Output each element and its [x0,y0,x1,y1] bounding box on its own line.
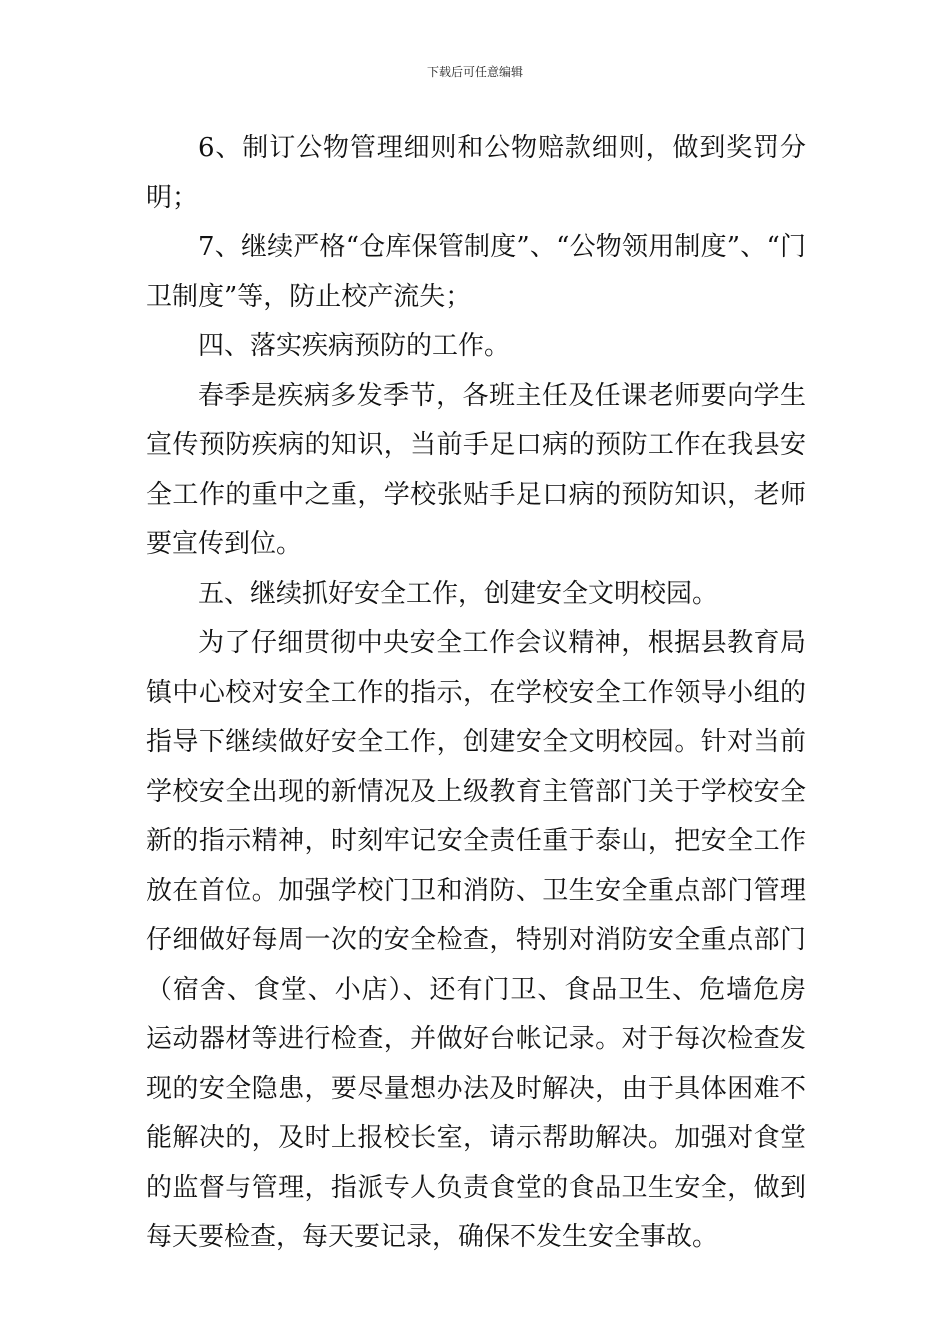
section-heading-disease-prevention: 四、落实疾病预防的工作。 [198,331,511,361]
paragraph-rule-6: 6、制订公物管理细则和公物赔款细则，做到奖罚分明； [146,133,806,213]
page-header: 下载后可任意编辑 [426,65,523,79]
paragraph-rule-7: 7、继续严格“仓库保管制度”、“公物领用制度”、“门卫制度”等，防止校产流失； [146,232,806,312]
document-body [146,124,806,1263]
section-heading-safety-work: 五、继续抓好安全工作，创建安全文明校园。 [198,578,719,609]
paragraph-disease-prevention: 春季是疾病多发季节，各班主任及任课老师要向学生宣传预防疾病的知识，当前手足口病的预防工作在我县安全工作的重中之重，学校张贴手足口病的预防知识，老师要宣传到位。 [146,380,806,559]
paragraph-safety-work: 为了仔细贯彻中央安全工作会议精神，根据县教育局镇中心校对安全工作的指示，在学校安全工作领导小组的指导下继续做好安全工作，创建安全文明校园。针对当前学校安全出现的新情况及上级教育主管部门关于学校安全新的指示精神，时刻牢记安全责任重于泰山，把安全工作放在首位。加强学校门卫和消防、卫生安全重点部门管理仔细做好每周一次的安全检查，特别对消防安全重点部门（宿舍、食堂、小店）、还有门卫、食品卫生、危墙危房运动器材等进行检查，并做好台帐记录。对于每次检查发现的安全隐患，要尽量想办法及时解决，由于具体困难不能解决的，及时上报校长室，请示帮助解决。加强对食堂的监督与管理，指派专人负责食堂的食品卫生安全，做到每天要检查，每天要记录，确保不发生安全事故。 [146,628,806,1252]
